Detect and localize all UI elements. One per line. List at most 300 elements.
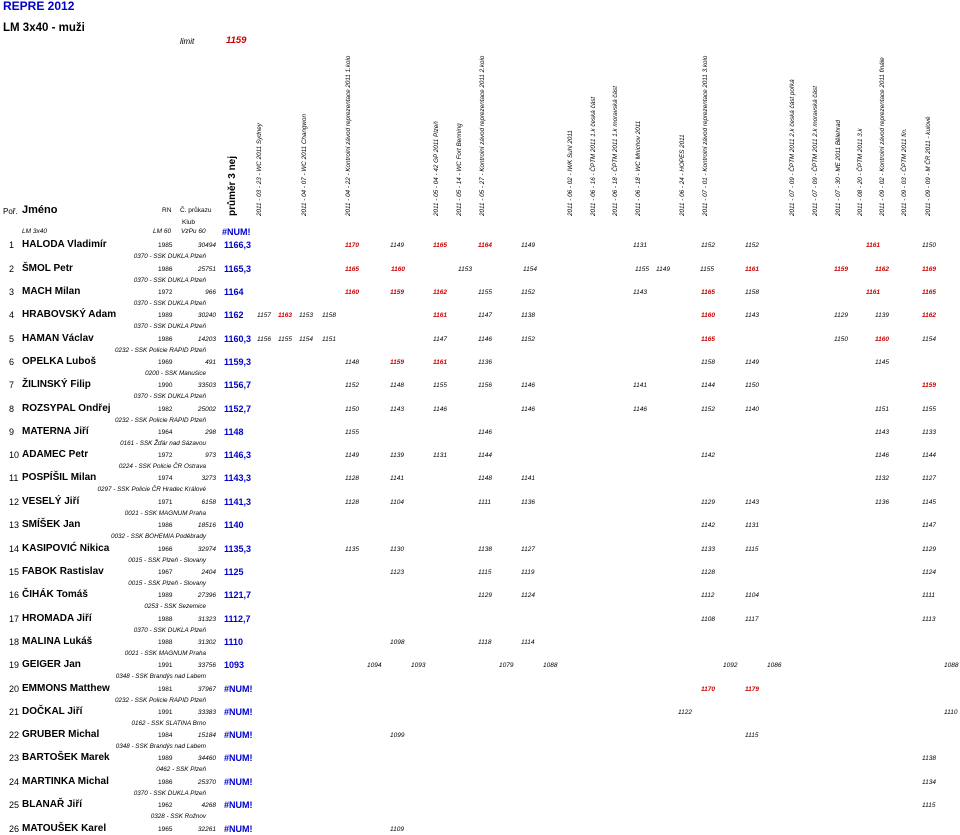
column-header-name: Jméno xyxy=(22,204,58,216)
score-cell: 1122 xyxy=(678,708,692,716)
event-header: 2011 - 08 - 20 - ČPTM 2011 3.k xyxy=(857,128,864,216)
athlete-average: #NUM! xyxy=(224,823,253,834)
score-cell: 1132 xyxy=(875,474,889,482)
athlete-card-number: 298 xyxy=(205,428,216,436)
athlete-birth-year: 1966 xyxy=(158,545,173,553)
score-cell: 1144 xyxy=(922,451,936,459)
athlete-birth-year: 1986 xyxy=(158,335,173,343)
score-cell: 1143 xyxy=(745,311,759,319)
score-cell: 1113 xyxy=(922,615,936,623)
score-cell: 1131 xyxy=(633,241,647,249)
score-cell: 1136 xyxy=(875,498,889,506)
athlete-club: 0021 - SSK MAGNUM Praha xyxy=(124,510,206,517)
athlete-birth-year: 1962 xyxy=(158,801,173,809)
athlete-birth-year: 1989 xyxy=(158,591,173,599)
sheet-title: REPRE 2012 xyxy=(3,0,75,13)
score-cell: 1165 xyxy=(701,335,715,343)
score-cell: 1160 xyxy=(391,265,405,273)
discipline-label: LM 3x40 xyxy=(22,228,47,235)
event-header: 2011 - 09 - 09 - M ČR 2011 - kulové xyxy=(925,116,932,216)
event-header: 2011 - 05 - 04 - 42 GP 2011 Plzeň xyxy=(433,121,440,216)
score-cell: 1088 xyxy=(944,661,959,669)
score-cell: 1123 xyxy=(390,568,404,576)
score-cell: 1152 xyxy=(521,288,535,296)
score-cell: 1149 xyxy=(745,358,759,366)
score-cell: 1154 xyxy=(523,265,537,273)
score-cell: 1129 xyxy=(922,545,936,553)
event-header: 2011 - 06 - 18 - WC Mnichov 2011 xyxy=(635,120,642,216)
score-cell: 1138 xyxy=(478,545,492,553)
athlete-club: 0370 - SSK DUKLA Plzeň xyxy=(133,277,206,284)
athlete-average: 1159,3 xyxy=(224,356,252,367)
event-header: 2011 - 04 - 22 - Kontrolní závod reprezentace 2011 1.kolo xyxy=(345,55,352,216)
athlete-club: 0232 - SSK Policie RAPID Plzeň xyxy=(115,347,206,354)
athlete-name: SMÍŠEK Jan xyxy=(22,519,81,530)
athlete-birth-year: 1989 xyxy=(158,754,173,762)
score-cell: 1158 xyxy=(745,288,759,296)
score-cell: 1115 xyxy=(745,731,759,739)
score-cell: 1158 xyxy=(701,358,715,366)
score-cell: 1162 xyxy=(922,311,936,319)
score-cell: 1134 xyxy=(922,778,936,786)
athlete-rank: 9 xyxy=(9,427,15,437)
athlete-birth-year: 1990 xyxy=(158,381,173,389)
header-error-value: #NUM! xyxy=(222,227,251,237)
athlete-name: ČIHÁK Tomáš xyxy=(22,589,88,600)
score-cell: 1129 xyxy=(834,311,848,319)
athlete-club: 0328 - SSK Rožnov xyxy=(150,813,206,820)
athlete-club: 0370 - SSK DUKLA Plzeň xyxy=(133,627,206,634)
score-cell: 1086 xyxy=(767,661,782,669)
score-cell: 1158 xyxy=(322,311,336,319)
score-cell: 1146 xyxy=(521,381,535,389)
score-cell: 1115 xyxy=(745,545,759,553)
athlete-rank: 10 xyxy=(9,450,20,460)
athlete-average: 1146,3 xyxy=(224,449,252,460)
event-header: 2011 - 06 - 02 - IWK Suhl 2011 xyxy=(567,130,574,216)
score-cell: 1153 xyxy=(458,265,472,273)
athlete-rank: 8 xyxy=(9,404,15,414)
score-cell: 1136 xyxy=(521,498,535,506)
athlete-card-number: 4268 xyxy=(201,801,216,809)
athlete-average: #NUM! xyxy=(224,799,253,810)
athlete-club: 0348 - SSK Brandýs nad Labem xyxy=(115,743,206,750)
score-cell: 1159 xyxy=(834,265,848,273)
athlete-card-number: 973 xyxy=(205,451,216,459)
score-cell: 1088 xyxy=(543,661,558,669)
athlete-club: 0253 - SSK Sezemice xyxy=(144,603,206,610)
athlete-club: 0297 - SSK Policie ČR Hradec Králové xyxy=(97,486,206,493)
score-cell: 1111 xyxy=(478,498,492,506)
athlete-birth-year: 1974 xyxy=(158,474,173,482)
score-cell: 1141 xyxy=(390,474,404,482)
score-cell: 1130 xyxy=(390,545,404,553)
score-cell: 1111 xyxy=(922,591,936,599)
score-cell: 1144 xyxy=(701,381,715,389)
score-cell: 1104 xyxy=(390,498,404,506)
score-cell: 1152 xyxy=(345,381,359,389)
athlete-card-number: 15184 xyxy=(197,731,216,739)
column-header-average: průměr 3 nej xyxy=(227,155,238,216)
athlete-average: #NUM! xyxy=(224,706,253,717)
athlete-card-number: 30494 xyxy=(197,241,216,249)
score-cell: 1155 xyxy=(922,405,936,413)
score-cell: 1149 xyxy=(521,241,535,249)
athlete-name: DOČKAL Jiří xyxy=(22,706,83,717)
score-cell: 1147 xyxy=(922,521,936,529)
event-header: 2011 - 05 - 14 - WC Fort Benning xyxy=(456,123,463,216)
score-cell: 1159 xyxy=(390,288,404,296)
score-cell: 1154 xyxy=(922,335,936,343)
athlete-birth-year: 1986 xyxy=(158,778,173,786)
athlete-card-number: 14203 xyxy=(197,335,216,343)
score-cell: 1099 xyxy=(390,731,405,739)
athlete-card-number: 32261 xyxy=(197,825,216,833)
score-cell: 1170 xyxy=(345,241,359,249)
athlete-average: 1162 xyxy=(224,309,244,320)
athlete-average: 1164 xyxy=(224,286,244,297)
athlete-rank: 14 xyxy=(9,544,20,554)
athlete-name: VESELÝ Jiří xyxy=(22,496,80,507)
athlete-birth-year: 1989 xyxy=(158,311,173,319)
column-header-rank: Poř. xyxy=(3,207,18,216)
score-cell: 1160 xyxy=(701,311,715,319)
score-cell: 1129 xyxy=(701,498,715,506)
athlete-name: BARTOŠEK Marek xyxy=(22,752,110,763)
score-cell: 1154 xyxy=(299,335,313,343)
athlete-name: HALODA Vladimír xyxy=(22,239,107,250)
score-cell: 1152 xyxy=(701,405,715,413)
discipline-vzpu-label: VzPu 60 xyxy=(181,228,206,235)
athlete-average: #NUM! xyxy=(224,752,253,763)
score-cell: 1146 xyxy=(875,451,889,459)
athlete-card-number: 3273 xyxy=(201,474,216,482)
athlete-average: 1125 xyxy=(224,566,244,577)
athlete-rank: 19 xyxy=(9,660,20,670)
athlete-club: 0015 - SSK Plzeň - Slovany xyxy=(128,557,206,564)
athlete-average: 1140 xyxy=(224,519,244,530)
athlete-rank: 2 xyxy=(9,264,15,274)
score-cell: 1160 xyxy=(875,335,889,343)
score-cell: 1114 xyxy=(521,638,535,646)
athlete-rank: 20 xyxy=(9,684,20,694)
discipline-lm60-label: LM 60 xyxy=(153,228,172,235)
score-cell: 1163 xyxy=(278,311,292,319)
athlete-average: #NUM! xyxy=(224,683,253,694)
score-cell: 1155 xyxy=(478,288,492,296)
score-cell: 1143 xyxy=(745,498,759,506)
score-cell: 1159 xyxy=(922,381,936,389)
score-cell: 1117 xyxy=(745,615,759,623)
event-header: 2011 - 09 - 03 - ČPTM 2011 fin. xyxy=(901,128,908,216)
event-header: 2011 - 05 - 27 - Kontrolní závod reprezentace 2011 2.kolo xyxy=(479,55,486,216)
athlete-birth-year: 1991 xyxy=(158,708,173,716)
event-header: 2011 - 07 - 01 - Kontrolní závod reprezentace 2011 3.kolo xyxy=(702,55,709,216)
athlete-card-number: 6158 xyxy=(201,498,216,506)
athlete-rank: 1 xyxy=(9,240,15,250)
score-cell: 1160 xyxy=(345,288,359,296)
athlete-rank: 15 xyxy=(9,567,20,577)
score-cell: 1155 xyxy=(278,335,292,343)
athlete-rank: 26 xyxy=(9,824,20,834)
athlete-name: MACH Milan xyxy=(22,286,81,297)
event-header: 2011 - 04 - 07 - WC 2011 Changwon xyxy=(301,114,308,216)
athlete-birth-year: 1988 xyxy=(158,638,173,646)
athlete-name: MATOUŠEK Karel xyxy=(22,823,107,834)
score-cell: 1146 xyxy=(478,428,492,436)
score-cell: 1127 xyxy=(521,545,535,553)
score-cell: 1094 xyxy=(367,661,382,669)
score-cell: 1157 xyxy=(257,311,271,319)
athlete-average: 1135,3 xyxy=(224,543,252,554)
event-header: 2011 - 06 - 24 - HOPES 2011 xyxy=(679,134,686,216)
athlete-birth-year: 1971 xyxy=(158,498,173,506)
score-cell: 1161 xyxy=(866,241,880,249)
score-cell: 1179 xyxy=(745,685,759,693)
score-cell: 1161 xyxy=(745,265,759,273)
athlete-average: 1093 xyxy=(224,659,245,670)
athlete-birth-year: 1972 xyxy=(158,451,173,459)
score-cell: 1104 xyxy=(745,591,759,599)
athlete-name: HRABOVSKÝ Adam xyxy=(22,309,117,320)
score-cell: 1145 xyxy=(922,498,936,506)
athlete-name: BLANAŘ Jiří xyxy=(22,799,83,810)
athlete-club: 0021 - SSK MAGNUM Praha xyxy=(124,650,206,657)
score-cell: 1124 xyxy=(521,591,535,599)
athlete-average: 1143,3 xyxy=(224,472,252,483)
athlete-name: OPELKA Luboš xyxy=(22,356,97,367)
athlete-club: 0224 - SSK Policie ČR Ostrava xyxy=(118,463,206,470)
athlete-name: MARTINKA Michal xyxy=(22,776,109,787)
athlete-birth-year: 1988 xyxy=(158,615,173,623)
score-cell: 1146 xyxy=(478,335,492,343)
score-cell: 1152 xyxy=(521,335,535,343)
score-cell: 1161 xyxy=(433,358,447,366)
athlete-average: 1148 xyxy=(224,426,244,437)
score-cell: 1138 xyxy=(922,754,936,762)
athlete-card-number: 30240 xyxy=(197,311,216,319)
score-cell: 1146 xyxy=(633,405,647,413)
athlete-name: GEIGER Jan xyxy=(22,659,81,670)
athlete-average: 1152,7 xyxy=(224,403,252,414)
score-cell: 1146 xyxy=(433,405,447,413)
athlete-average: 1112,7 xyxy=(224,613,251,624)
athlete-rank: 11 xyxy=(9,473,19,483)
event-header: 2011 - 07 - 30 - ME 2011 Bělehrad xyxy=(835,119,842,216)
athlete-average: 1166,3 xyxy=(224,239,252,250)
athlete-card-number: 18516 xyxy=(197,521,216,529)
athlete-average: #NUM! xyxy=(224,729,253,740)
athlete-card-number: 33503 xyxy=(197,381,216,389)
athlete-average: 1141,3 xyxy=(224,496,252,507)
score-cell: 1133 xyxy=(922,428,936,436)
athlete-birth-year: 1969 xyxy=(158,358,173,366)
score-cell: 1148 xyxy=(345,358,359,366)
score-cell: 1145 xyxy=(875,358,889,366)
athlete-card-number: 25002 xyxy=(197,405,216,413)
athlete-birth-year: 1967 xyxy=(158,568,173,576)
athlete-birth-year: 1964 xyxy=(158,428,173,436)
athlete-rank: 18 xyxy=(9,637,20,647)
score-cell: 1109 xyxy=(390,825,404,833)
athlete-name: KASIPOVIĆ Nikica xyxy=(22,543,110,554)
score-cell: 1129 xyxy=(478,591,492,599)
athlete-birth-year: 1984 xyxy=(158,731,173,739)
score-cell: 1110 xyxy=(944,708,958,716)
score-cell: 1170 xyxy=(701,685,715,693)
athlete-rank: 23 xyxy=(9,753,20,763)
event-header: 2011 - 07 - 09 - ČPTM 2011 2.k česká část pořká xyxy=(789,79,796,216)
score-cell: 1165 xyxy=(433,241,447,249)
athlete-club: 0370 - SSK DUKLA Plzeň xyxy=(133,393,206,400)
athlete-average: 1110 xyxy=(224,636,244,647)
athlete-rank: 4 xyxy=(9,310,15,320)
score-cell: 1165 xyxy=(922,288,936,296)
athlete-card-number: 31323 xyxy=(197,615,216,623)
event-header: 2011 - 06 - 16 - ČPTM 2011 1.k česká část xyxy=(590,96,597,216)
athlete-rank: 13 xyxy=(9,520,20,530)
athlete-club: 0370 - SSK DUKLA Plzeň xyxy=(133,323,206,330)
score-cell: 1142 xyxy=(701,451,715,459)
limit-label: limit xyxy=(180,37,195,46)
score-cell: 1152 xyxy=(745,241,759,249)
score-cell: 1149 xyxy=(390,241,404,249)
athlete-card-number: 37967 xyxy=(197,685,216,693)
athlete-club: 0161 - SSK Žďár nad Sázavou xyxy=(120,440,206,447)
athlete-card-number: 27396 xyxy=(197,591,216,599)
score-cell: 1127 xyxy=(922,474,936,482)
score-cell: 1151 xyxy=(875,405,889,413)
athlete-name: ŽILINSKÝ Filip xyxy=(22,379,91,390)
athlete-club: 0370 - SSK DUKLA Plzeň xyxy=(133,300,206,307)
score-cell: 1143 xyxy=(633,288,647,296)
athlete-average: 1165,3 xyxy=(224,263,252,274)
score-cell: 1147 xyxy=(478,311,492,319)
athlete-birth-year: 1985 xyxy=(158,241,173,249)
athlete-club: 0232 - SSK Policie RAPID Plzeň xyxy=(115,417,206,424)
athlete-average: 1121,7 xyxy=(224,589,252,600)
athlete-card-number: 31302 xyxy=(197,638,216,646)
score-cell: 1093 xyxy=(411,661,426,669)
athlete-name: GRUBER Michal xyxy=(22,729,100,740)
score-cell: 1155 xyxy=(700,265,714,273)
athlete-card-number: 491 xyxy=(205,358,216,366)
athlete-club: 0162 - SSK SLATINA Brno xyxy=(131,720,206,727)
limit-value: 1159 xyxy=(226,35,247,46)
athlete-club: 0370 - SSK DUKLA Plzeň xyxy=(133,253,206,260)
event-header: 2011 - 03 - 23 - WC 2011 Sydney xyxy=(256,123,263,216)
score-cell: 1162 xyxy=(875,265,889,273)
score-cell: 1098 xyxy=(390,638,405,646)
score-cell: 1079 xyxy=(499,661,514,669)
sheet-subtitle: LM 3x40 - muži xyxy=(3,22,85,34)
score-cell: 1149 xyxy=(656,265,670,273)
athlete-name: HROMADA Jiří xyxy=(22,613,92,624)
score-cell: 1131 xyxy=(745,521,759,529)
athlete-birth-year: 1972 xyxy=(158,288,173,296)
athlete-rank: 17 xyxy=(9,614,20,624)
athlete-rank: 12 xyxy=(9,497,20,507)
athlete-rank: 24 xyxy=(9,777,20,787)
score-cell: 1143 xyxy=(390,405,404,413)
score-cell: 1139 xyxy=(390,451,404,459)
score-cell: 1119 xyxy=(521,568,535,576)
score-cell: 1138 xyxy=(521,311,535,319)
score-cell: 1108 xyxy=(701,615,715,623)
column-header-card-number: Č. průkazu xyxy=(180,207,212,214)
score-cell: 1155 xyxy=(345,428,359,436)
score-cell: 1155 xyxy=(433,381,447,389)
score-cell: 1164 xyxy=(478,241,492,249)
score-cell: 1115 xyxy=(478,568,492,576)
score-cell: 1161 xyxy=(433,311,447,319)
score-cell: 1128 xyxy=(345,498,359,506)
athlete-name: FABOK Rastislav xyxy=(22,566,104,577)
athlete-card-number: 34460 xyxy=(197,754,216,762)
athlete-birth-year: 1981 xyxy=(158,685,173,693)
score-cell: 1148 xyxy=(478,474,492,482)
score-cell: 1156 xyxy=(478,381,492,389)
score-cell: 1128 xyxy=(345,474,359,482)
athlete-name: HAMAN Václav xyxy=(22,333,94,344)
score-cell: 1136 xyxy=(478,358,492,366)
score-cell: 1156 xyxy=(257,335,271,343)
score-cell: 1150 xyxy=(745,381,759,389)
athlete-name: MATERNA Jiří xyxy=(22,426,89,437)
score-cell: 1115 xyxy=(922,801,936,809)
athlete-average: #NUM! xyxy=(224,776,253,787)
score-cell: 1153 xyxy=(299,311,313,319)
score-cell: 1128 xyxy=(701,568,715,576)
score-cell: 1141 xyxy=(521,474,535,482)
athlete-name: ADAMEC Petr xyxy=(22,449,89,460)
athlete-club: 0032 - SSK BOHEMIA Poděbrady xyxy=(111,533,206,540)
score-cell: 1142 xyxy=(701,521,715,529)
athlete-rank: 5 xyxy=(9,334,15,344)
score-cell: 1150 xyxy=(345,405,359,413)
score-cell: 1161 xyxy=(866,288,880,296)
score-cell: 1147 xyxy=(433,335,447,343)
athlete-rank: 3 xyxy=(9,287,15,297)
score-cell: 1148 xyxy=(390,381,404,389)
score-cell: 1165 xyxy=(701,288,715,296)
score-cell: 1155 xyxy=(635,265,649,273)
score-cell: 1143 xyxy=(875,428,889,436)
score-cell: 1149 xyxy=(345,451,359,459)
athlete-name: MALINA Lukáš xyxy=(22,636,93,647)
score-cell: 1092 xyxy=(723,661,738,669)
athlete-club: 0200 - SSK Manušice xyxy=(145,370,206,377)
athlete-name: POSPÍŠIL Milan xyxy=(22,472,97,483)
score-cell: 1124 xyxy=(922,568,936,576)
score-cell: 1150 xyxy=(922,241,936,249)
athlete-birth-year: 1986 xyxy=(158,521,173,529)
score-cell: 1165 xyxy=(345,265,359,273)
score-cell: 1159 xyxy=(390,358,404,366)
event-header: 2011 - 06 - 18 - ČPTM 2011 1.k moravská část xyxy=(612,86,619,216)
athlete-name: EMMONS Matthew xyxy=(22,683,110,694)
score-cell: 1118 xyxy=(478,638,492,646)
athlete-card-number: 966 xyxy=(205,288,216,296)
score-cell: 1140 xyxy=(745,405,759,413)
athlete-birth-year: 1986 xyxy=(158,265,173,273)
athlete-club: 0348 - SSK Brandýs nad Labem xyxy=(115,673,206,680)
athlete-card-number: 33383 xyxy=(197,708,216,716)
event-header: 2011 - 09 - 02 - Kontrolní závod reprezentace 2011 finále xyxy=(879,57,886,216)
score-cell: 1131 xyxy=(433,451,447,459)
athlete-rank: 16 xyxy=(9,590,20,600)
score-cell: 1150 xyxy=(834,335,848,343)
